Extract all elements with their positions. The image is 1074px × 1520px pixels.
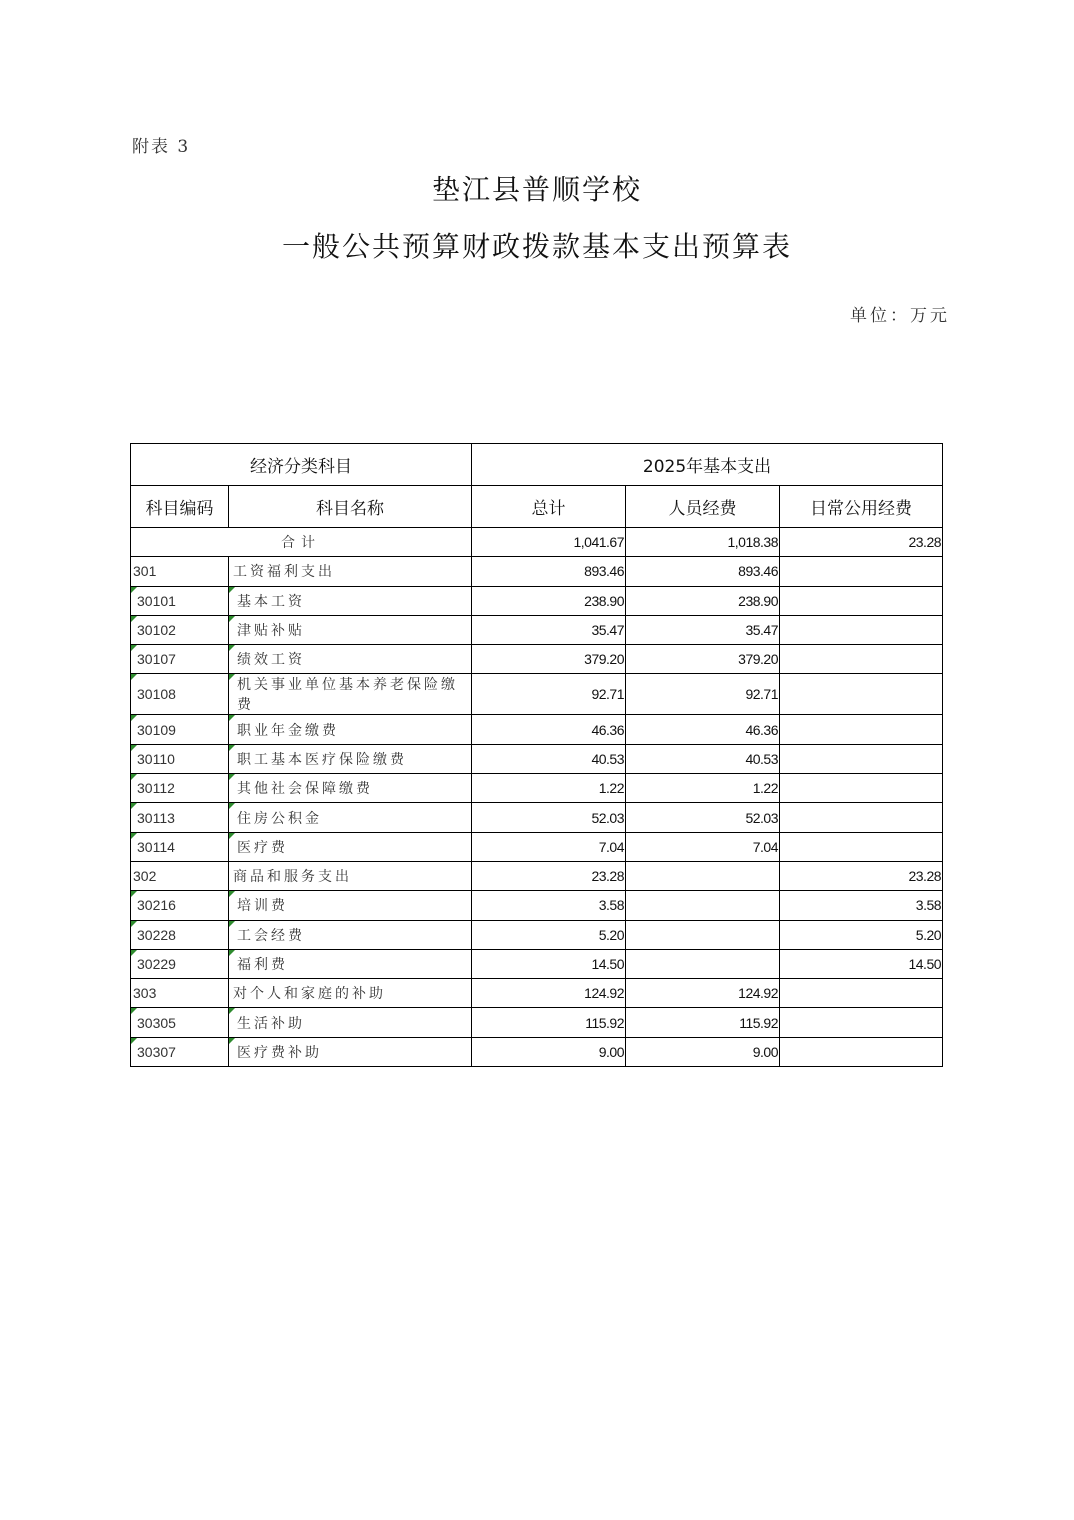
subject-name-text: 津贴补贴 <box>237 623 305 640</box>
amount-total-text: 893.46 <box>584 563 624 580</box>
subject-name <box>229 861 472 890</box>
amount-total <box>472 1008 626 1037</box>
table-row <box>131 949 943 978</box>
column-header-total: 总计 <box>472 486 626 528</box>
header-basic-expenditure: 2025年基本支出 <box>472 444 943 486</box>
subject-name-text: 生活补助 <box>237 1015 305 1032</box>
subject-name <box>229 645 472 674</box>
table-row <box>131 803 943 832</box>
amount-personnel <box>626 774 780 803</box>
subject-code-text: 30229 <box>137 956 176 972</box>
unit-label: 单位：万元 <box>850 306 950 326</box>
amount-total-text: 35.47 <box>591 622 624 639</box>
table-row <box>131 920 943 949</box>
amount-personnel <box>626 832 780 861</box>
subject-code <box>131 1008 229 1037</box>
amount-personnel <box>626 586 780 615</box>
subject-name-text: 工资福利支出 <box>233 564 335 581</box>
cell-marker-icon <box>131 645 137 651</box>
amount-public <box>780 949 943 978</box>
amount-total <box>472 674 626 715</box>
subject-code <box>131 715 229 744</box>
table-row <box>131 674 943 715</box>
cell-marker-icon <box>229 891 235 897</box>
table-row <box>131 861 943 890</box>
amount-public <box>780 891 943 920</box>
page-subtitle: 一般公共预算财政拨款基本支出预算表 <box>281 230 792 263</box>
table-row <box>131 744 943 773</box>
amount-public <box>780 586 943 615</box>
amount-public <box>780 832 943 861</box>
subject-name <box>229 979 472 1008</box>
subject-code <box>131 1037 229 1066</box>
amount-total-text: 92.71 <box>591 686 624 703</box>
budget-table <box>130 443 943 1067</box>
subject-name <box>229 1008 472 1037</box>
subject-name <box>229 1037 472 1066</box>
subject-name-text: 福利费 <box>237 957 288 973</box>
amount-total <box>472 586 626 615</box>
table-row <box>131 774 943 803</box>
cell-marker-icon <box>229 921 235 927</box>
amount-public-text: 3.58 <box>915 897 942 914</box>
subject-code <box>131 979 229 1008</box>
cell-marker-icon <box>131 1008 137 1014</box>
amount-personnel-text: 124.92 <box>738 985 778 1002</box>
cell-marker-icon <box>131 1038 137 1044</box>
amount-total <box>472 715 626 744</box>
amount-total-text: 52.03 <box>591 809 624 826</box>
total-public: 23.28 <box>780 528 943 557</box>
subject-code-text: 30107 <box>137 651 176 668</box>
amount-public-text: 14.50 <box>908 956 942 972</box>
amount-total-text: 23.28 <box>591 868 624 885</box>
amount-personnel-text: 92.71 <box>745 686 778 703</box>
amount-total <box>472 891 626 920</box>
amount-total <box>472 803 626 832</box>
cell-marker-icon <box>229 774 235 780</box>
amount-personnel <box>626 803 780 832</box>
cell-marker-icon <box>131 803 137 809</box>
cell-marker-icon <box>229 803 235 809</box>
amount-personnel <box>626 861 780 890</box>
subject-name-text: 绩效工资 <box>237 652 305 669</box>
total-amount: 1,041.67 <box>472 528 626 557</box>
cell-marker-icon <box>229 833 235 839</box>
subject-code-text: 303 <box>133 985 157 1002</box>
table-row <box>131 557 943 586</box>
table-row <box>131 645 943 674</box>
amount-personnel <box>626 715 780 744</box>
table-row <box>131 715 943 744</box>
amount-personnel <box>626 557 780 586</box>
amount-public <box>780 557 943 586</box>
cell-marker-icon <box>131 715 137 721</box>
subject-code <box>131 803 229 832</box>
amount-personnel-text: 9.00 <box>752 1043 778 1060</box>
amount-total-text: 1.22 <box>598 780 624 797</box>
amount-public <box>780 715 943 744</box>
subject-code-text: 30110 <box>137 750 175 767</box>
subject-code <box>131 891 229 920</box>
column-header-name: 科目名称 <box>229 486 472 528</box>
subject-code <box>131 645 229 674</box>
subject-name <box>229 949 472 978</box>
amount-public <box>780 803 943 832</box>
amount-personnel-text: 115.92 <box>739 1014 778 1031</box>
cell-marker-icon <box>229 587 235 593</box>
amount-personnel <box>626 674 780 715</box>
amount-public-text: 5.20 <box>915 926 942 943</box>
subject-name <box>229 832 472 861</box>
subject-code-text: 30112 <box>137 780 175 797</box>
subject-code-text: 30228 <box>137 926 176 943</box>
amount-personnel <box>626 979 780 1008</box>
column-header-code: 科目编码 <box>131 486 229 528</box>
amount-personnel-text: 52.03 <box>745 809 778 826</box>
subject-name-text: 培训费 <box>237 898 288 915</box>
subject-code-text: 301 <box>133 563 157 580</box>
amount-personnel-text: 379.20 <box>738 651 778 668</box>
amount-total-text: 115.92 <box>585 1014 624 1031</box>
cell-marker-icon <box>229 745 235 751</box>
amount-total <box>472 645 626 674</box>
amount-total <box>472 861 626 890</box>
header-economic-classification: 经济分类科目 <box>131 444 472 486</box>
subject-name <box>229 920 472 949</box>
subject-code <box>131 861 229 890</box>
amount-public-text: 23.28 <box>908 868 942 885</box>
amount-personnel <box>626 615 780 644</box>
cell-marker-icon <box>229 674 235 680</box>
amount-public <box>780 861 943 890</box>
amount-total-text: 9.00 <box>598 1043 624 1060</box>
amount-public <box>780 920 943 949</box>
subject-code <box>131 557 229 586</box>
cell-marker-icon <box>229 950 235 956</box>
cell-marker-icon <box>131 587 137 593</box>
subject-code <box>131 615 229 644</box>
amount-public <box>780 1037 943 1066</box>
amount-total-text: 7.04 <box>598 838 624 855</box>
subject-code <box>131 774 229 803</box>
amount-total-text: 238.90 <box>584 592 624 609</box>
amount-personnel-text: 46.36 <box>745 721 778 738</box>
amount-total <box>472 615 626 644</box>
cell-marker-icon <box>229 1008 235 1014</box>
subject-name-text: 机关事业单位基本养老保险缴费 <box>237 677 458 714</box>
cell-marker-icon <box>131 921 137 927</box>
amount-total-text: 14.50 <box>591 956 624 972</box>
amount-total-text: 5.20 <box>598 926 624 943</box>
subject-name <box>229 615 472 644</box>
cell-marker-icon <box>229 1038 235 1044</box>
table-row <box>131 891 943 920</box>
subject-name-text: 医疗费补助 <box>237 1044 322 1061</box>
subject-code-text: 30216 <box>137 897 176 914</box>
subject-code-text: 30307 <box>137 1043 176 1060</box>
subject-name <box>229 803 472 832</box>
amount-total <box>472 1037 626 1066</box>
subject-name <box>229 586 472 615</box>
amount-personnel-text: 1.22 <box>752 780 778 797</box>
amount-total-text: 40.53 <box>591 750 624 767</box>
subject-code-text: 30102 <box>137 622 176 639</box>
amount-personnel-text: 238.90 <box>738 592 778 609</box>
subject-code <box>131 832 229 861</box>
amount-personnel-text: 35.47 <box>745 622 778 639</box>
amount-total-text: 124.92 <box>584 985 624 1002</box>
total-personnel: 1,018.38 <box>626 528 780 557</box>
subject-code-text: 30101 <box>137 592 176 609</box>
cell-marker-icon <box>131 616 137 622</box>
amount-personnel <box>626 949 780 978</box>
cell-marker-icon <box>131 674 137 680</box>
subject-code <box>131 744 229 773</box>
total-row <box>131 528 943 557</box>
amount-personnel <box>626 891 780 920</box>
subject-name-text: 其他社会保障缴费 <box>237 781 373 798</box>
amount-total-text: 46.36 <box>591 721 624 738</box>
amount-personnel <box>626 1037 780 1066</box>
table-row <box>131 1008 943 1037</box>
subject-name-text: 对个人和家庭的补助 <box>233 986 386 1003</box>
amount-public <box>780 744 943 773</box>
column-header-personnel: 人员经费 <box>626 486 780 528</box>
amount-public <box>780 615 943 644</box>
amount-personnel <box>626 920 780 949</box>
amount-total <box>472 920 626 949</box>
subject-name-text: 基本工资 <box>237 593 305 610</box>
subject-code-text: 302 <box>133 868 157 885</box>
cell-marker-icon <box>229 715 235 721</box>
table-row <box>131 979 943 1008</box>
subject-name-text: 工会经费 <box>237 927 305 944</box>
subject-code <box>131 674 229 715</box>
amount-personnel <box>626 645 780 674</box>
amount-total <box>472 949 626 978</box>
cell-marker-icon <box>229 616 235 622</box>
column-header-public: 日常公用经费 <box>780 486 943 528</box>
subject-name-text: 职工基本医疗保险缴费 <box>237 751 407 768</box>
subject-name-text: 医疗费 <box>237 839 288 856</box>
subject-name <box>229 557 472 586</box>
cell-marker-icon <box>131 950 137 956</box>
attachment-label: 附表 3 <box>132 137 191 157</box>
amount-personnel <box>626 744 780 773</box>
subject-name <box>229 715 472 744</box>
subject-code <box>131 586 229 615</box>
amount-public <box>780 674 943 715</box>
subject-code-text: 30108 <box>137 686 176 703</box>
subject-name <box>229 674 472 715</box>
subject-code-text: 30109 <box>137 721 176 738</box>
subject-name <box>229 774 472 803</box>
table-row <box>131 1037 943 1066</box>
cell-marker-icon <box>131 891 137 897</box>
subject-code-text: 30113 <box>137 809 175 826</box>
amount-total-text: 379.20 <box>584 651 624 668</box>
amount-total <box>472 557 626 586</box>
subject-name-text: 职业年金缴费 <box>237 722 339 739</box>
subject-name <box>229 891 472 920</box>
cell-marker-icon <box>131 745 137 751</box>
subject-name-text: 住房公积金 <box>237 810 322 827</box>
subject-name-text: 商品和服务支出 <box>233 869 352 886</box>
subject-name <box>229 744 472 773</box>
amount-public <box>780 774 943 803</box>
cell-marker-icon <box>131 833 137 839</box>
subject-code <box>131 949 229 978</box>
total-label: 合计 <box>131 528 472 557</box>
amount-public <box>780 979 943 1008</box>
subject-code <box>131 920 229 949</box>
amount-personnel-text: 7.04 <box>752 838 778 855</box>
table-row <box>131 832 943 861</box>
amount-total <box>472 832 626 861</box>
amount-total <box>472 774 626 803</box>
cell-marker-icon <box>131 774 137 780</box>
amount-total <box>472 979 626 1008</box>
subject-code-text: 30305 <box>137 1014 176 1031</box>
amount-total <box>472 744 626 773</box>
amount-personnel-text: 40.53 <box>745 750 778 767</box>
amount-public <box>780 645 943 674</box>
amount-public <box>780 1008 943 1037</box>
amount-total-text: 3.58 <box>598 897 624 914</box>
subject-code-text: 30114 <box>137 838 175 855</box>
page-title: 垫江县普顺学校 <box>431 173 642 206</box>
table-row <box>131 586 943 615</box>
table-row <box>131 615 943 644</box>
amount-personnel-text: 893.46 <box>738 563 778 580</box>
amount-personnel <box>626 1008 780 1037</box>
cell-marker-icon <box>229 645 235 651</box>
